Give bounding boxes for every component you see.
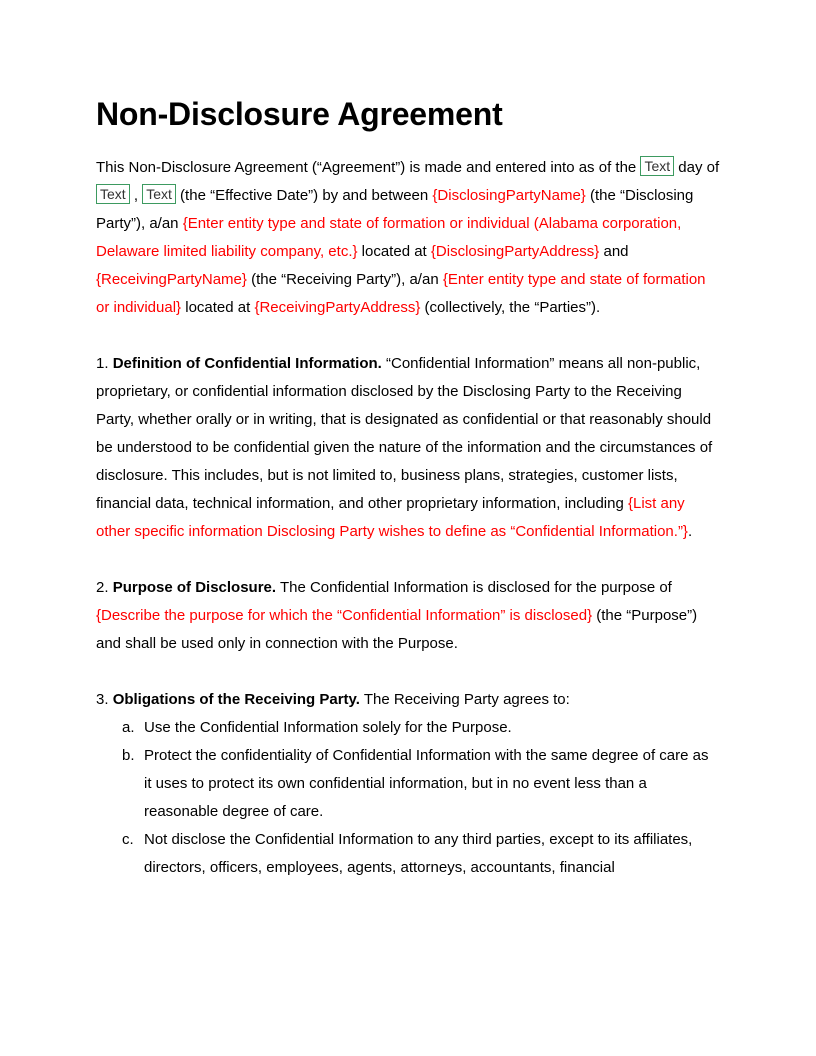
section-number: 1. <box>96 355 113 372</box>
intro-text: This Non-Disclosure Agreement (“Agreement”) is made and entered into as of the <box>96 159 641 176</box>
section-3 <box>96 686 720 714</box>
list-item-text: Not disclose the Confidential Information to any third parties, except to its affiliates, directors, officers, employees, agents, attorneys, accountants, financial <box>144 831 693 876</box>
confidential-info-placeholder: {List any other specific information Disclosing Party wishes to define as “Confidential Information.”} <box>96 495 688 540</box>
section-heading: Purpose of Disclosure. <box>112 579 277 596</box>
section-text: The Confidential Information is disclosed for the purpose of <box>276 579 672 596</box>
intro-text: (collectively, the “Parties”). <box>420 299 601 316</box>
list-item <box>122 714 720 742</box>
section-number: 2. <box>96 579 113 596</box>
list-item <box>122 742 720 826</box>
document-title: Non-Disclosure Agreement <box>96 96 503 132</box>
list-item-text: Protect the confidentiality of Confidential Information with the same degree of care as it uses to protect its own confidential information, but in no event less than a reasonable degree of care. <box>144 747 709 820</box>
section-text: . <box>687 523 693 540</box>
intro-text: day of <box>674 159 720 176</box>
intro-paragraph <box>96 154 720 322</box>
list-marker: b. <box>122 747 135 764</box>
purpose-placeholder: {Describe the purpose for which the “Confidential Information” is disclosed} <box>96 607 593 624</box>
section-heading: Definition of Confidential Information. <box>112 355 382 372</box>
section-text: (the “Purpose”) and shall be used only in connection with the Purpose. <box>96 607 698 652</box>
intro-text: , <box>129 187 143 204</box>
effective-month-field[interactable]: Text <box>96 184 130 204</box>
intro-text: located at <box>357 243 431 260</box>
list-item-text: Use the Confidential Information solely for the Purpose. <box>144 719 512 736</box>
effective-year-field[interactable]: Text <box>142 184 176 204</box>
obligations-list <box>96 714 720 882</box>
intro-text: (the “Disclosing Party”), a/an <box>96 187 694 232</box>
receiving-party-address-placeholder: {ReceivingPartyAddress} <box>254 299 421 316</box>
section-number: 3. <box>96 691 113 708</box>
intro-text: located at <box>181 299 255 316</box>
intro-text: (the “Receiving Party”), a/an <box>246 271 443 288</box>
effective-day-field[interactable]: Text <box>640 156 674 176</box>
section-text: “Confidential Information” means all non-public, proprietary, or confidential information disclosed by the Disclosing Party to the Receiving Party, whether orally or in writing, that is designated as confidential or that reasonably should be understood to be confidential given the nature of the information and the circumstances of disclosure. This includes, but is not limited to, business plans, strategies, customer lists, financial data, technical information, and other proprietary information, including <box>96 355 713 512</box>
list-item <box>122 826 720 882</box>
section-1 <box>96 350 720 546</box>
disclosing-party-address-placeholder: {DisclosingPartyAddress} <box>430 243 600 260</box>
receiving-entity-type-placeholder: {Enter entity type and state of formation or individual} <box>96 271 706 316</box>
section-2 <box>96 574 720 658</box>
list-marker: a. <box>122 719 135 736</box>
document-page <box>96 92 720 882</box>
disclosing-entity-type-placeholder: {Enter entity type and state of formation or individual (Alabama corporation, Delaware limited liability company, etc.} <box>96 215 682 260</box>
section-heading: Obligations of the Receiving Party. <box>112 691 360 708</box>
disclosing-party-name-placeholder: {DisclosingPartyName} <box>432 187 586 204</box>
intro-text: (the “Effective Date”) by and between <box>175 187 433 204</box>
section-text: The Receiving Party agrees to: <box>359 691 570 708</box>
list-marker: c. <box>122 831 134 848</box>
receiving-party-name-placeholder: {ReceivingPartyName} <box>96 271 247 288</box>
intro-text: and <box>599 243 629 260</box>
